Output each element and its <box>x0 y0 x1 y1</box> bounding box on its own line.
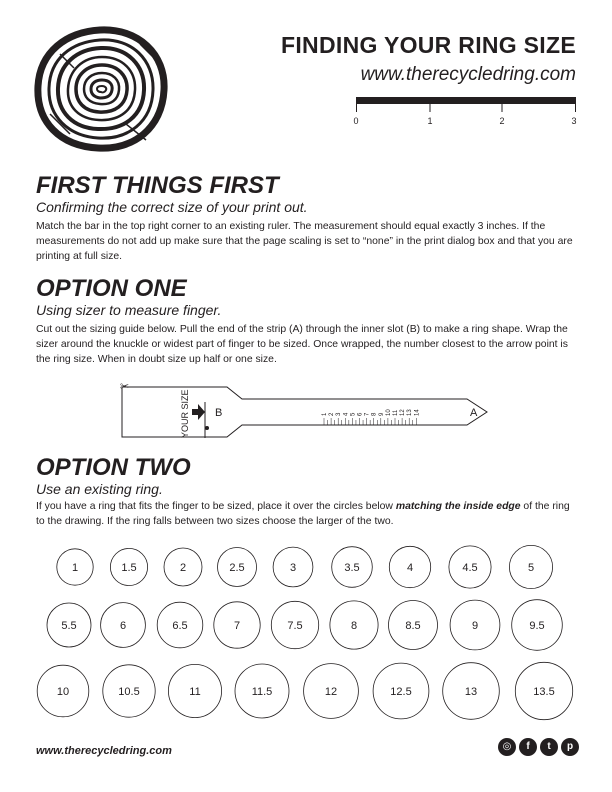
sizer-number: 10 <box>385 409 392 416</box>
section-body-option-one: Cut out the sizing guide below. Pull the end of the strip (A) through the inner slot (B) to make a ring shape. Wrap the sizer around the knuckle or widest part of finger to be sized. Once wrapped, the number closest to the arrow point is the ring size. When in doubt size up half or one size. <box>36 324 568 366</box>
ring-size-label: 13.5 <box>533 686 555 698</box>
sizer-number: 7 <box>364 412 371 416</box>
ring-size-label: 13 <box>464 686 478 698</box>
section-body-option-two <box>36 499 581 529</box>
footer-website[interactable]: www.therecycledring.com <box>36 745 172 757</box>
ring-size-label: 6 <box>119 620 127 632</box>
ring-size-label: 12 <box>324 686 338 698</box>
scissors-icon: ✂ <box>120 381 130 393</box>
sizer-number: 3 <box>336 412 343 416</box>
ring-size-label: 1 <box>71 562 79 574</box>
sizer-number: 14 <box>414 409 421 416</box>
ring-size-label: 7.5 <box>287 620 303 632</box>
sizer-number: 12 <box>400 409 407 416</box>
ring-size-label: 6.5 <box>172 620 188 632</box>
sizer-number: 5 <box>350 412 357 416</box>
body-text: of the ring to the drawing. If the ring falls between two sizes choose the larger of the two. <box>36 501 570 528</box>
sizer-number: 4 <box>343 412 350 416</box>
twitter-icon[interactable]: t <box>540 738 558 756</box>
strip-label-a: A <box>470 407 478 419</box>
slot-marker <box>205 426 209 430</box>
section-heading-option-two: OPTION TWO <box>36 454 191 481</box>
ring-size-label: 2 <box>179 562 187 574</box>
ring-size-label: 4.5 <box>462 562 478 574</box>
sizer-number: 6 <box>357 412 364 416</box>
your-size-label: YOUR SIZE <box>180 389 190 438</box>
social-icons <box>498 738 580 758</box>
sizer-number: 9 <box>378 412 385 416</box>
ring-size-label: 8.5 <box>405 620 421 632</box>
ring-size-label: 8 <box>350 620 358 632</box>
sizer-number: 13 <box>407 409 414 416</box>
facebook-icon[interactable]: f <box>519 738 537 756</box>
ring-size-label: 1.5 <box>121 562 137 574</box>
ring-size-label: 11 <box>189 686 201 698</box>
section-subheading-option-one: Using sizer to measure finger. <box>36 302 222 318</box>
header-website: www.therecycledring.com <box>360 64 576 85</box>
ring-size-label: 3 <box>289 562 297 574</box>
ring-sizer-strip <box>112 376 512 446</box>
sizer-number: 8 <box>371 412 378 416</box>
ring-size-label: 2.5 <box>229 562 245 574</box>
ruler-label: 1 <box>427 116 433 126</box>
ring-size-label: 12.5 <box>390 686 412 698</box>
arrow-right-icon <box>192 404 205 420</box>
ring-size-label: 4 <box>406 562 414 574</box>
ruler-label: 0 <box>353 116 359 126</box>
pinterest-icon[interactable]: p <box>561 738 579 756</box>
slot-label-b: B <box>215 407 223 419</box>
body-text: If you have a ring that fits the finger to be sized, place it over the circles below <box>36 501 396 512</box>
ring-size-label: 7 <box>233 620 241 632</box>
ring-size-label: 9.5 <box>529 620 545 632</box>
section-subheading-first: Confirming the correct size of your print out. <box>36 199 308 215</box>
instagram-icon[interactable]: ◎ <box>498 738 516 756</box>
sizer-number: 2 <box>329 412 336 416</box>
section-subheading-option-two: Use an existing ring. <box>36 481 163 497</box>
ring-size-label: 5.5 <box>61 620 77 632</box>
tree-rings-icon <box>30 24 170 154</box>
ring-size-label: 11.5 <box>251 686 273 698</box>
sizer-scale <box>322 409 420 425</box>
ring-size-label: 5 <box>527 562 535 574</box>
ring-size-label: 10.5 <box>118 686 140 698</box>
ring-size-circles <box>0 540 612 745</box>
ring-size-label: 3.5 <box>344 562 360 574</box>
section-heading-option-one: OPTION ONE <box>36 275 187 302</box>
page-title: FINDING YOUR RING SIZE <box>281 32 576 58</box>
ring-size-label: 10 <box>56 686 70 698</box>
section-heading-first: FIRST THINGS FIRST <box>36 172 279 199</box>
sizer-number: 11 <box>393 409 399 416</box>
sizer-number: 1 <box>322 412 328 416</box>
ring-size-label: 9 <box>471 620 479 632</box>
section-body-first: Match the bar in the top right corner to an existing ruler. The measurement should equal exactly 3 inches. If the measurements do not add up make sure that the page scaling is set to “none” in the print dialog box and that you are printing at full size. <box>36 221 573 263</box>
body-emphasis: matching the inside edge <box>395 501 521 512</box>
ruler-label: 2 <box>499 116 505 126</box>
ruler-label: 3 <box>571 116 577 126</box>
calibration-ruler <box>352 94 582 130</box>
